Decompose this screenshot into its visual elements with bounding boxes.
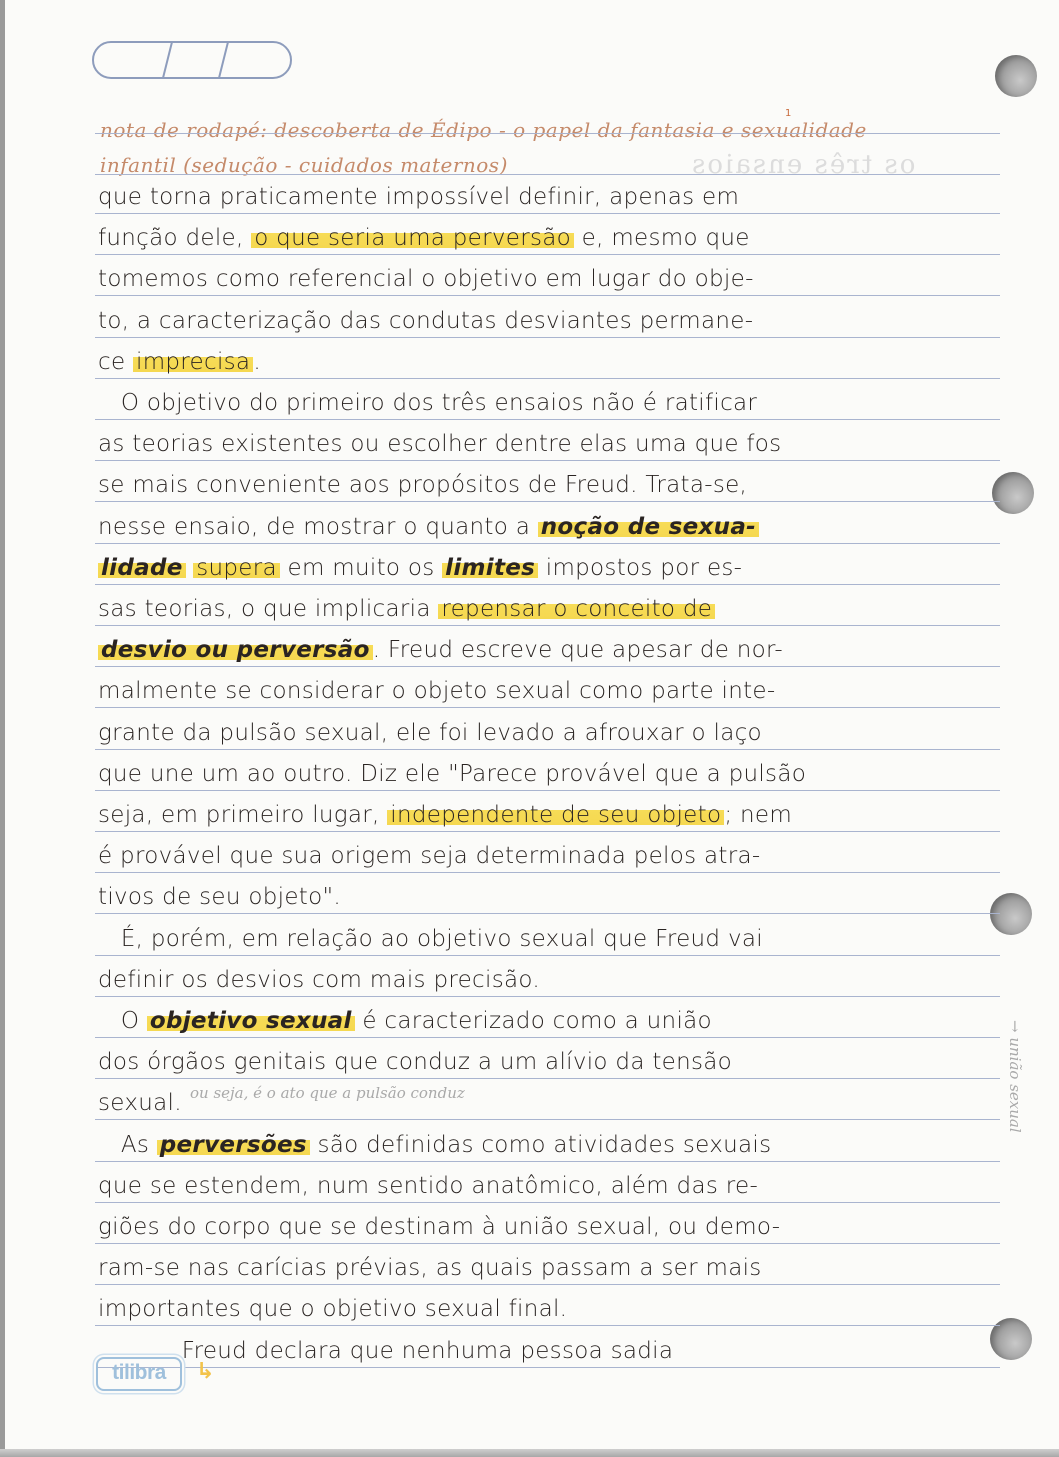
text-line [98,877,998,917]
date-separator [160,41,173,79]
text-segment: ; nem [724,802,793,828]
text-segment: se mais conveniente aos propósitos de Freud. Trata-se, [98,472,748,499]
highlighted-text: supera [193,555,280,581]
highlighted-text: repensar o conceito de [438,596,715,622]
text-segment: grante da pulsão sexual, ele foi levado a afrouxar o laço [98,719,762,746]
text-segment: to, a caracterização das condutas desviantes permane- [98,307,754,334]
highlighted-text: imprecisa [133,349,253,375]
footnote-marker: 1 [785,108,792,119]
text-segment: impostos por es- [538,554,743,581]
text-line [98,259,998,299]
text-segment: É, porém, em relação ao objetivo sexual que Freud vai [98,925,763,952]
text-line [98,342,998,382]
text-segment: ce [98,348,134,375]
margin-note: → união sexual [1006,1020,1024,1133]
binder-hole [995,55,1037,97]
text-line [98,1207,998,1247]
text-segment: tivos de seu objeto". [98,884,341,911]
highlighted-text: independente de seu objeto [387,802,724,828]
text-line [98,1166,998,1206]
highlighted-text: limites [442,555,538,581]
highlighted-text: lidade [98,555,186,581]
page-edge-left [0,0,5,1457]
text-segment: sexual. [98,1090,182,1117]
bullet-arrow-icon: ↳ [196,1359,215,1384]
text-segment: tomemos como referencial o objetivo em lugar do obje- [98,266,754,293]
text-segment: que une um ao outro. Diz ele "Parece provável que a pulsão [98,760,807,787]
text-line [98,177,998,217]
footnote-line-2: infantil (sedução - cuidados maternos) [100,153,508,177]
text-line [98,1248,998,1288]
text-segment: malmente se considerar o objeto sexual como parte inte- [98,678,776,705]
text-segment: função dele, [98,225,252,252]
text-segment: Freud declara que nenhuma pessoa sadia [98,1337,674,1364]
text-segment: seja, em primeiro lugar, [98,802,388,828]
text-segment: O objetivo do primeiro dos três ensaios não é ratificar [98,390,758,416]
text-segment: . Freud escreve que apesar de nor- [372,637,783,664]
pencil-annotation: ou seja, é o ato que a pulsão conduz [190,1084,465,1102]
text-line [98,754,998,794]
date-box [92,41,292,79]
text-line [98,713,998,753]
text-line [98,218,998,258]
text-line [98,1042,998,1082]
text-line [98,548,998,588]
text-segment: O [98,1008,147,1034]
text-line [98,1125,998,1165]
text-segment: e, mesmo que [574,225,750,252]
text-segment: importantes que o objetivo sexual final. [98,1296,568,1323]
page-edge-bottom [0,1449,1059,1457]
text-segment: . [253,348,261,375]
text-line [98,960,998,1000]
text-segment: nesse ensaio, de mostrar o quanto a [98,513,538,540]
text-segment: giões do corpo que se destinam à união sexual, ou demo- [98,1214,781,1240]
text-line [98,1289,998,1329]
text-line [98,836,998,876]
highlighted-text: objetivo sexual [147,1008,355,1034]
ruled-line [95,133,1000,134]
highlighted-text: perversões [157,1132,310,1158]
highlighted-text: noção de sexua- [538,514,759,540]
binder-hole [992,472,1034,514]
highlighted-text: o que seria uma perversão [251,225,574,251]
text-line [98,671,998,711]
text-line [98,1331,998,1371]
text-segment: que se estendem, num sentido anatômico, além das re- [98,1172,759,1199]
tilibra-logo: tilibra [96,1357,182,1391]
text-line [98,919,998,959]
text-segment: sas teorias, o que implicaria [98,596,439,622]
text-line [98,507,998,547]
footnote-line-1: nota de rodapé: descoberta de Édipo - o papel da fantasia e sexualidade [100,118,867,142]
text-segment: definir os desvios com mais precisão. [98,966,540,993]
ruled-line [95,174,1000,175]
text-line [98,383,998,423]
text-line [98,301,998,341]
text-line [98,465,998,505]
text-segment: que torna praticamente impossível definir, apenas em [98,184,740,210]
text-segment: é caracterizado como a união [354,1008,712,1034]
text-segment: As [98,1131,157,1158]
text-line [98,1001,998,1041]
text-line [98,424,998,464]
text-line [98,589,998,629]
text-line [98,795,998,835]
text-segment: é provável que sua origem seja determinada pelos atra- [98,843,761,870]
bleed-through-text: os três ensaios [690,150,916,180]
text-segment: as teorias existentes ou escolher dentre elas uma que fos [98,431,782,458]
highlighted-text: desvio ou perversão [98,637,373,663]
text-segment: ram-se nas carícias prévias, as quais passam a ser mais [98,1255,762,1282]
text-segment: são definidas como atividades sexuais [309,1131,772,1158]
text-line [98,630,998,670]
date-separator [216,41,229,79]
text-segment: em muito os [279,554,443,581]
text-segment: dos órgãos genitais que conduz a um alívio da tensão [98,1049,733,1076]
